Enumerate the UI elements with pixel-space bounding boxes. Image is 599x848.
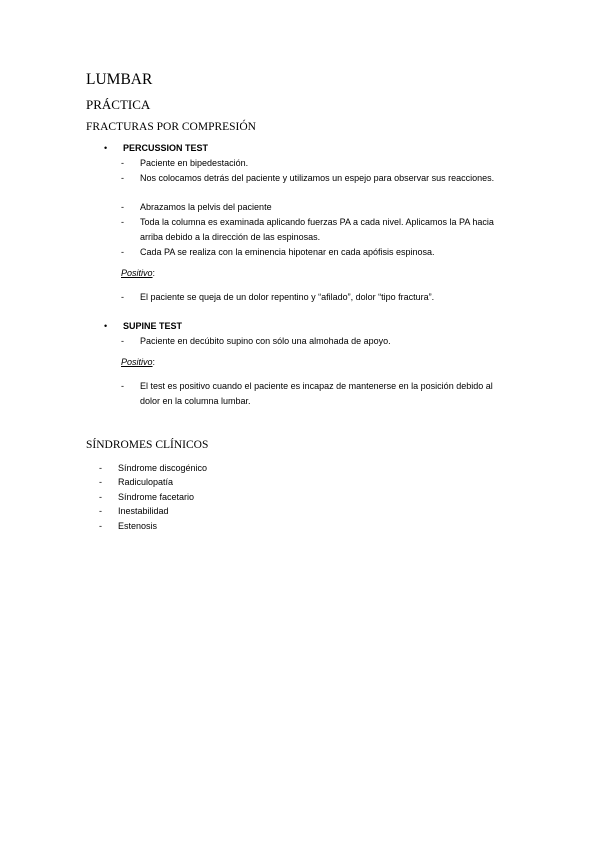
sindrome-item: Síndrome facetario [118,492,195,502]
percussion-positivo-item: El paciente se queja de un dolor repentino y “afilado”, dolor “tipo fractura”. [140,292,435,302]
positivo-colon: : [152,268,156,278]
list-dash: - [99,477,102,487]
sindrome-item: Inestabilidad [118,506,169,516]
list-dash: - [121,336,124,346]
percussion-item-3: Abrazamos la pelvis del paciente [140,202,272,212]
bullet-supine: • [104,321,108,331]
positivo-text: Positivo [121,268,153,278]
positivo-colon: : [152,357,156,367]
list-dash: - [121,217,124,227]
sindrome-item: Radiculopatía [118,477,174,487]
list-dash: - [121,158,124,168]
list-dash: - [121,247,124,257]
list-dash: - [99,506,102,516]
supine-item-1: Paciente en decúbito supino con sólo una almohada de apoyo. [140,336,391,346]
supine-test-title: SUPINE TEST [123,321,183,331]
list-dash: - [121,173,124,183]
percussion-positivo-label [121,266,155,281]
list-dash: - [99,521,102,531]
page-subtitle: PRÁCTICA [86,97,151,112]
supine-positivo-label [121,355,155,370]
percussion-item-4: Toda la columna es examinada aplicando fuerzas PA a cada nivel. Aplicamos la PA hacia arriba debido a la dirección de las espinosas. [140,217,494,242]
percussion-item-2: Nos colocamos detrás del paciente y utilizamos un espejo para observar sus reacciones. [140,173,495,183]
percussion-item-1: Paciente en bipedestación. [140,158,249,168]
list-dash: - [99,463,102,473]
list-dash: - [121,381,124,391]
list-dash: - [121,292,124,302]
positivo-text: Positivo [121,357,153,367]
sindrome-item: Síndrome discogénico [118,463,208,473]
list-dash: - [99,492,102,502]
page-title: LUMBAR [86,71,153,88]
percussion-test-title: PERCUSSION TEST [123,143,209,153]
bullet-percussion: • [104,143,108,153]
percussion-item-5: Cada PA se realiza con la eminencia hipotenar en cada apófisis espinosa. [140,247,435,257]
section-heading-fracturas: FRACTURAS POR COMPRESIÓN [86,121,256,133]
sindrome-item: Estenosis [118,521,158,531]
list-dash: - [121,202,124,212]
section-heading-sindromes: SÍNDROMES CLÍNICOS [86,439,209,451]
supine-positivo-item: El test es positivo cuando el paciente es incapaz de mantenerse en la posición debido al dolor en la columna lumbar. [140,381,493,406]
